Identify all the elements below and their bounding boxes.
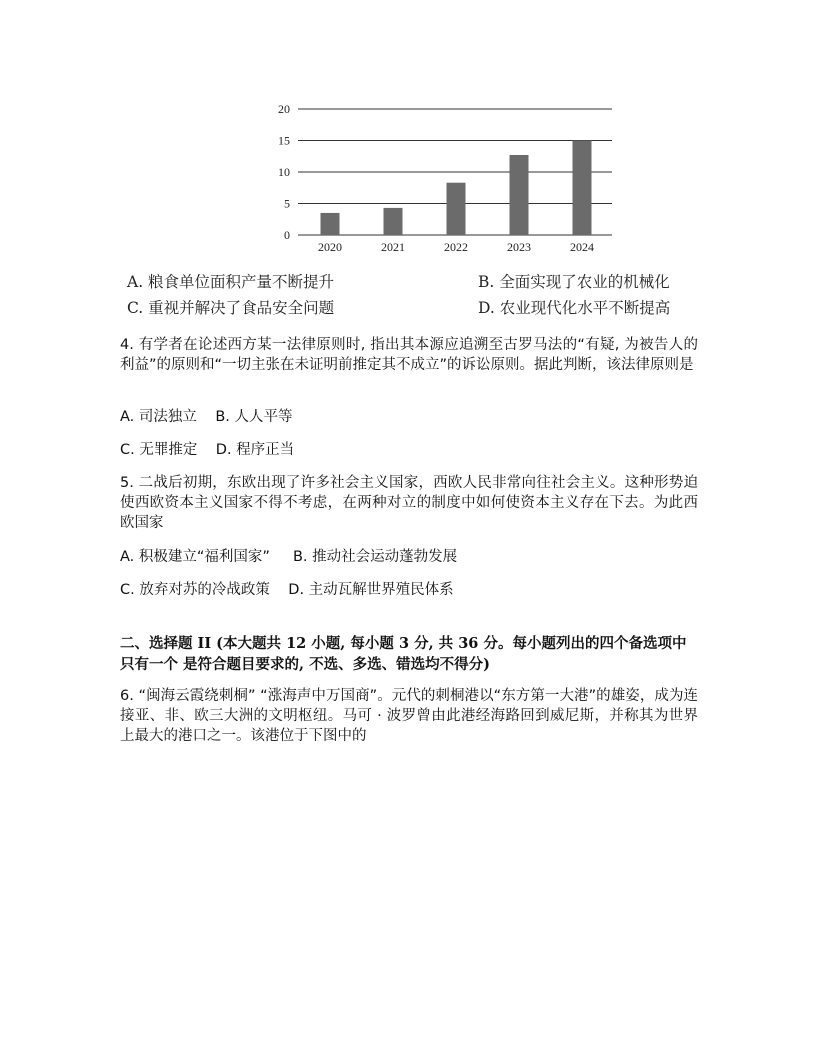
bar-chart xyxy=(270,96,620,261)
x-tick-label: 2021 xyxy=(381,240,405,254)
q5-options-row-1: A. 积极建立“福利国家” B. 推动社会运动蓬勃发展 xyxy=(120,549,458,565)
q3-option-d: D. 农业现代化水平不断提高 xyxy=(478,299,671,317)
bar-2024 xyxy=(573,141,592,236)
y-tick-label: 20 xyxy=(278,102,290,116)
q5-stem: 5. 二战后初期，东欧出现了许多社会主义国家，西欧人民非常向往社会主义。这种形势迫使西欧资本主义国家不得不考虑，在两种对立的制度中如何使资本主义存在下去。为此西欧国家 xyxy=(120,475,698,531)
q3-option-a: A. 粮食单位面积产量不断提升 xyxy=(127,273,335,291)
bar-2021 xyxy=(384,208,403,235)
q4-options-row-1: A. 司法独立 B. 人人平等 xyxy=(120,409,293,425)
q6-stem: 6. “闽海云霞绕刺桐” “涨海声中万国商”。元代的刺桐港以“东方第一大港”的雄姿，成为连接亚、非、欧三大洲的文明枢纽。马可 · 波罗曾由此港经海路回到威尼斯，并称其为世界上最大的港口之一。该港位于下图中的 xyxy=(120,688,698,744)
y-tick-label: 15 xyxy=(278,133,290,148)
q3-option-c: C. 重视并解决了食品安全问题 xyxy=(127,299,335,317)
q5-options-row-2: C. 放弃对苏的冷战政策 D. 主动瓦解世界殖民体系 xyxy=(120,582,454,598)
bar-2023 xyxy=(510,155,529,235)
y-tick-label: 0 xyxy=(284,228,290,242)
q4-options-row-2: C. 无罪推定 D. 程序正当 xyxy=(120,442,295,458)
section-2-heading: 二、选择题 II (本大题共 12 小题, 每小题 3 分, 共 36 分。每小题列出的四个备选项中只有一个 是符合题目要求的, 不选、多选、错选均不得分) xyxy=(120,635,687,673)
x-tick-label: 2022 xyxy=(444,240,468,254)
x-tick-label: 2023 xyxy=(507,240,531,254)
y-tick-label: 10 xyxy=(278,165,290,179)
q4-stem: 4. 有学者在论述西方某一法律原则时, 指出其本源应追溯至古罗马法的“有疑, 为被告人的利益”的原则和“一切主张在未证明前推定其不成立”的诉讼原则。据此判断，该法律原则是 xyxy=(120,337,698,373)
bar-2020 xyxy=(321,213,340,235)
x-tick-label: 2024 xyxy=(570,240,594,254)
x-tick-label: 2020 xyxy=(318,240,342,254)
y-tick-label: 5 xyxy=(284,196,290,211)
bar-2022 xyxy=(447,183,466,235)
q3-option-b: B. 全面实现了农业的机械化 xyxy=(478,273,670,291)
